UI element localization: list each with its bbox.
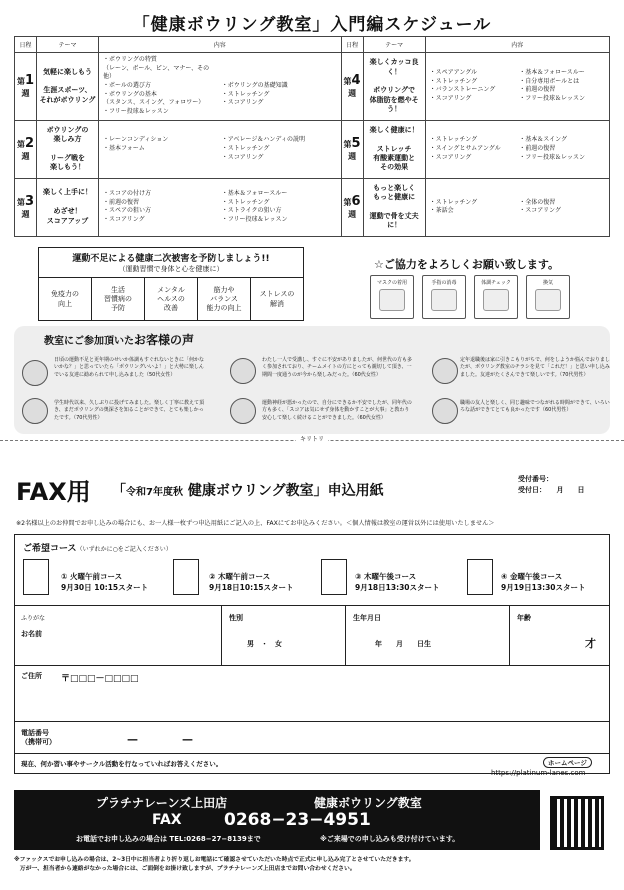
phone-label: 電話番号 （携帯可） — [21, 729, 56, 747]
desk-note: ※ご来場での申し込みも受け付けています。 — [320, 835, 460, 843]
course-checkbox-1[interactable] — [23, 559, 49, 595]
col-content: 内容 — [425, 37, 609, 53]
zip-input[interactable]: 〒□□□－□□□□ — [61, 674, 139, 684]
week-label: 第6週 — [341, 178, 363, 236]
application-form — [14, 534, 610, 777]
fax-label: FAX用 — [16, 478, 91, 506]
thermometer-icon — [483, 289, 509, 311]
health-check-item: 体調チェック — [474, 275, 518, 319]
birth-input[interactable]: 年 月 日生 — [375, 640, 431, 648]
age-unit: 才 — [585, 637, 596, 650]
avatar-icon — [432, 398, 458, 424]
homepage-url[interactable]: https://platinum-lanes.com — [491, 769, 586, 777]
prevention-cell: メンタル ヘルスの 改善 — [145, 278, 198, 321]
col-content: 内容 — [99, 37, 342, 53]
fax-label-footer: FAX — [152, 812, 182, 828]
address-label: ご住所 — [21, 672, 42, 680]
voice-item: 職場の友人と楽しく、同じ趣味でつながれる時間ができて、いろいろな話ができてとても良かったです（60代男性） — [460, 400, 610, 414]
gender-options[interactable]: 男 ・ 女 — [247, 640, 282, 648]
form-note: ※2名様以上のお仲間でお申し込みの場合にも、お一人様一枚ずつ申込用紙にご記入の上、FAXにてお申込みください。＜個人情報は教室の運営以外には使用いたしません＞ — [16, 520, 495, 527]
avatar-icon — [432, 358, 458, 384]
voice-item: 学生時代以来、久しぶりに投げてみました。楽しく丁寧に教えて頂き、まだボウリングの奥深さを知ることができて、とても楽しかったです。（70代男性） — [54, 400, 205, 421]
avatar-icon — [230, 398, 256, 424]
course-2: ② 木曜午前コース 9月18日10:15スタート — [209, 572, 294, 592]
window-icon — [535, 289, 561, 311]
col-date: 日程 — [15, 37, 37, 53]
cut-label: キリトリ — [296, 434, 328, 443]
prevention-cell: 筋力や バランス 能力の向上 — [198, 278, 251, 321]
hobby-label: 現在、何か習い事やサークル活動を行なっていればお答えください。 — [21, 760, 223, 768]
mask-icon — [379, 289, 405, 311]
voice-item: 定年退職後は家に引きこもりがちで、何をしようか悩んでおりましたが、ボウリング教室のチラシを見て「これだ！」と思い申し込みました。友達がたくさんできて楽しいです。（70代男性） — [460, 357, 610, 378]
week-theme: 楽しく健康に！ ストレッチ 有酸素運動と その効果 — [363, 120, 425, 178]
page-title: 「健康ボウリング教室」入門編スケジュール — [132, 15, 492, 35]
tel-note: お電話でお申し込みの場合は TEL:0268−27−8139まで — [76, 835, 261, 843]
col-theme: テーマ — [37, 37, 99, 53]
course-3: ③ 木曜午後コース 9月18日13:30スタート — [355, 572, 440, 592]
week-content: ・スコアの付け方 ・前週の復習 ・スペアの狙い方 ・スコアリング ・基本＆フォロースルー ・ストレッチング ・ストライクの狙い方 ・フリー投球＆レッスン — [99, 178, 342, 236]
birth-label: 生年月日 — [353, 614, 381, 622]
course-1: ① 火曜午前コース 9月30日 10:15スタート — [61, 572, 149, 592]
qr-code-icon[interactable] — [550, 796, 604, 850]
week-label: 第5週 — [341, 120, 363, 178]
avatar-icon — [230, 358, 256, 384]
course-title: ご希望コース（いずれかに○をご記入ください） — [23, 544, 172, 554]
week-label: 第4週 — [341, 53, 363, 121]
footer-banner — [14, 790, 540, 850]
receipt-info: 受付番号： 受付日： 月 日 — [518, 475, 585, 495]
mask-item: マスクの着用 — [370, 275, 414, 319]
bottom-note: ※ファックスでお申し込みの場合は、2~3日中に担当者より折り返しお電話にて確認させていただいた時点で正式に申し込み完了とさせていただきます。 万が一、担当者から連絡がなかった場合には、ご面倒をお掛け致しますが、プラチナレーンズ上田店までお問い合わせください。 — [14, 857, 415, 873]
voice-item: 日頃の運動不足と更年期のせいか体調もすぐれないときに「何かないかな？」と思っていたら「ボウリングいいよ！」と大勢に楽しんでいる友達に勧められて申し込みました（50代女性） — [54, 357, 205, 378]
hand-sanitizer-icon — [431, 289, 457, 311]
week-content: ・ストレッチング ・スイングとサムアングル ・スコアリング ・基本＆スイング ・前週の復習 ・フリー投球＆レッスン — [425, 120, 609, 178]
week-content: ・レーンコンディション ・基本フォーム ・アベレージ＆ハンディの説明 ・ストレッチング ・スコアリング — [99, 120, 342, 178]
prevention-title: 運動不足による健康二次被害を予防しましょう!! — [72, 254, 270, 264]
store-name: プラチナレーンズ上田店 — [96, 796, 228, 810]
week-label: 第1週 — [15, 53, 37, 121]
prevention-cell: 生活 習慣病の 予防 — [92, 278, 145, 321]
avatar-icon — [22, 360, 48, 386]
form-title: 「令和7年度秋 健康ボウリング教室」申込用紙 — [112, 483, 384, 499]
week-theme: 気軽に楽しもう 生涯スポーツ、 それがボウリング — [37, 53, 99, 121]
week-content: ・スペアアングル ・ストレッチング ・バランストレーニング ・スコアリング ・基本＆フォロースルー ・自分専用ボールとは ・前週の復習 ・フリー投球＆レッスン — [425, 53, 609, 121]
course-checkbox-2[interactable] — [173, 559, 199, 595]
course-checkbox-4[interactable] — [467, 559, 493, 595]
homepage-label: ホームページ — [543, 757, 592, 768]
request-title: ☆ご協力をよろしくお願い致します。 — [374, 258, 559, 271]
week-theme: 楽しくカッコ良く！ ボウリングで 体脂肪を燃やそう！ — [363, 53, 425, 121]
ventilation-item: 換気 — [526, 275, 570, 319]
week-label: 第3週 — [15, 178, 37, 236]
voices-title: 教室にご参加頂いたお客様の声 — [44, 333, 195, 347]
sanitize-item: 手指の消毒 — [422, 275, 466, 319]
week-theme: もっと楽しく もっと健康に 運動で骨を丈夫に！ — [363, 178, 425, 236]
phone-input[interactable]: — — — [127, 733, 193, 746]
schedule-table — [14, 36, 610, 237]
prevention-cell: 免疫力の 向上 — [39, 278, 92, 321]
course-4: ④ 金曜午後コース 9月19日13:30スタート — [501, 572, 586, 592]
prevention-cell: ストレスの 解消 — [259, 290, 295, 308]
furigana-label: ふりがな — [21, 615, 46, 622]
prevention-sub: （運動習慣で身体と心を健康に） — [118, 265, 224, 273]
col-date: 日程 — [341, 37, 363, 53]
week-content: ・ストレッチング ・茶話会 ・全体の復習 ・スコアリング — [425, 178, 609, 236]
week-content: ・ボウリングの特質 （レーン、ボール、ピン、マナー、その他） ・ボールの選び方 ・ボウリングの基本 （スタンス、スイング、フォロワー） ・フリー投球＆レッスン ・ボウリングの基礎知識 ・ストレッチング ・スコアリング — [99, 53, 342, 121]
voice-item: 運動神経が悪かったので、自分にできるか不安でしたが、同年代の方も多く、「スコアは気にせず身体を動かすことが大事」と教わり安心して楽しく続けることができました。（60代女性） — [262, 400, 412, 421]
week-label: 第2週 — [15, 120, 37, 178]
gender-label: 性別 — [229, 614, 243, 622]
age-label: 年齢 — [517, 614, 531, 622]
voice-item: わたし一人で受講し、すぐに不安がありましたが、何世代の方も多く参加されており、チームメイトの方にとっても親切して頂き、一期間一度通うのが今から楽しみだった。（60代女性） — [262, 357, 413, 378]
name-label: お名前 — [21, 630, 42, 638]
footer-course: 健康ボウリング教室 — [314, 796, 422, 810]
week-theme: ボウリングの 楽しみ方 リーグ戦を 楽しもう！ — [37, 120, 99, 178]
course-checkbox-3[interactable] — [321, 559, 347, 595]
week-theme: 楽しく上手に！ めざせ！ スコアアップ — [37, 178, 99, 236]
fax-number: 0268−23−4951 — [224, 810, 371, 830]
prevention-box — [38, 247, 304, 321]
col-theme: テーマ — [363, 37, 425, 53]
avatar-icon — [22, 398, 48, 424]
